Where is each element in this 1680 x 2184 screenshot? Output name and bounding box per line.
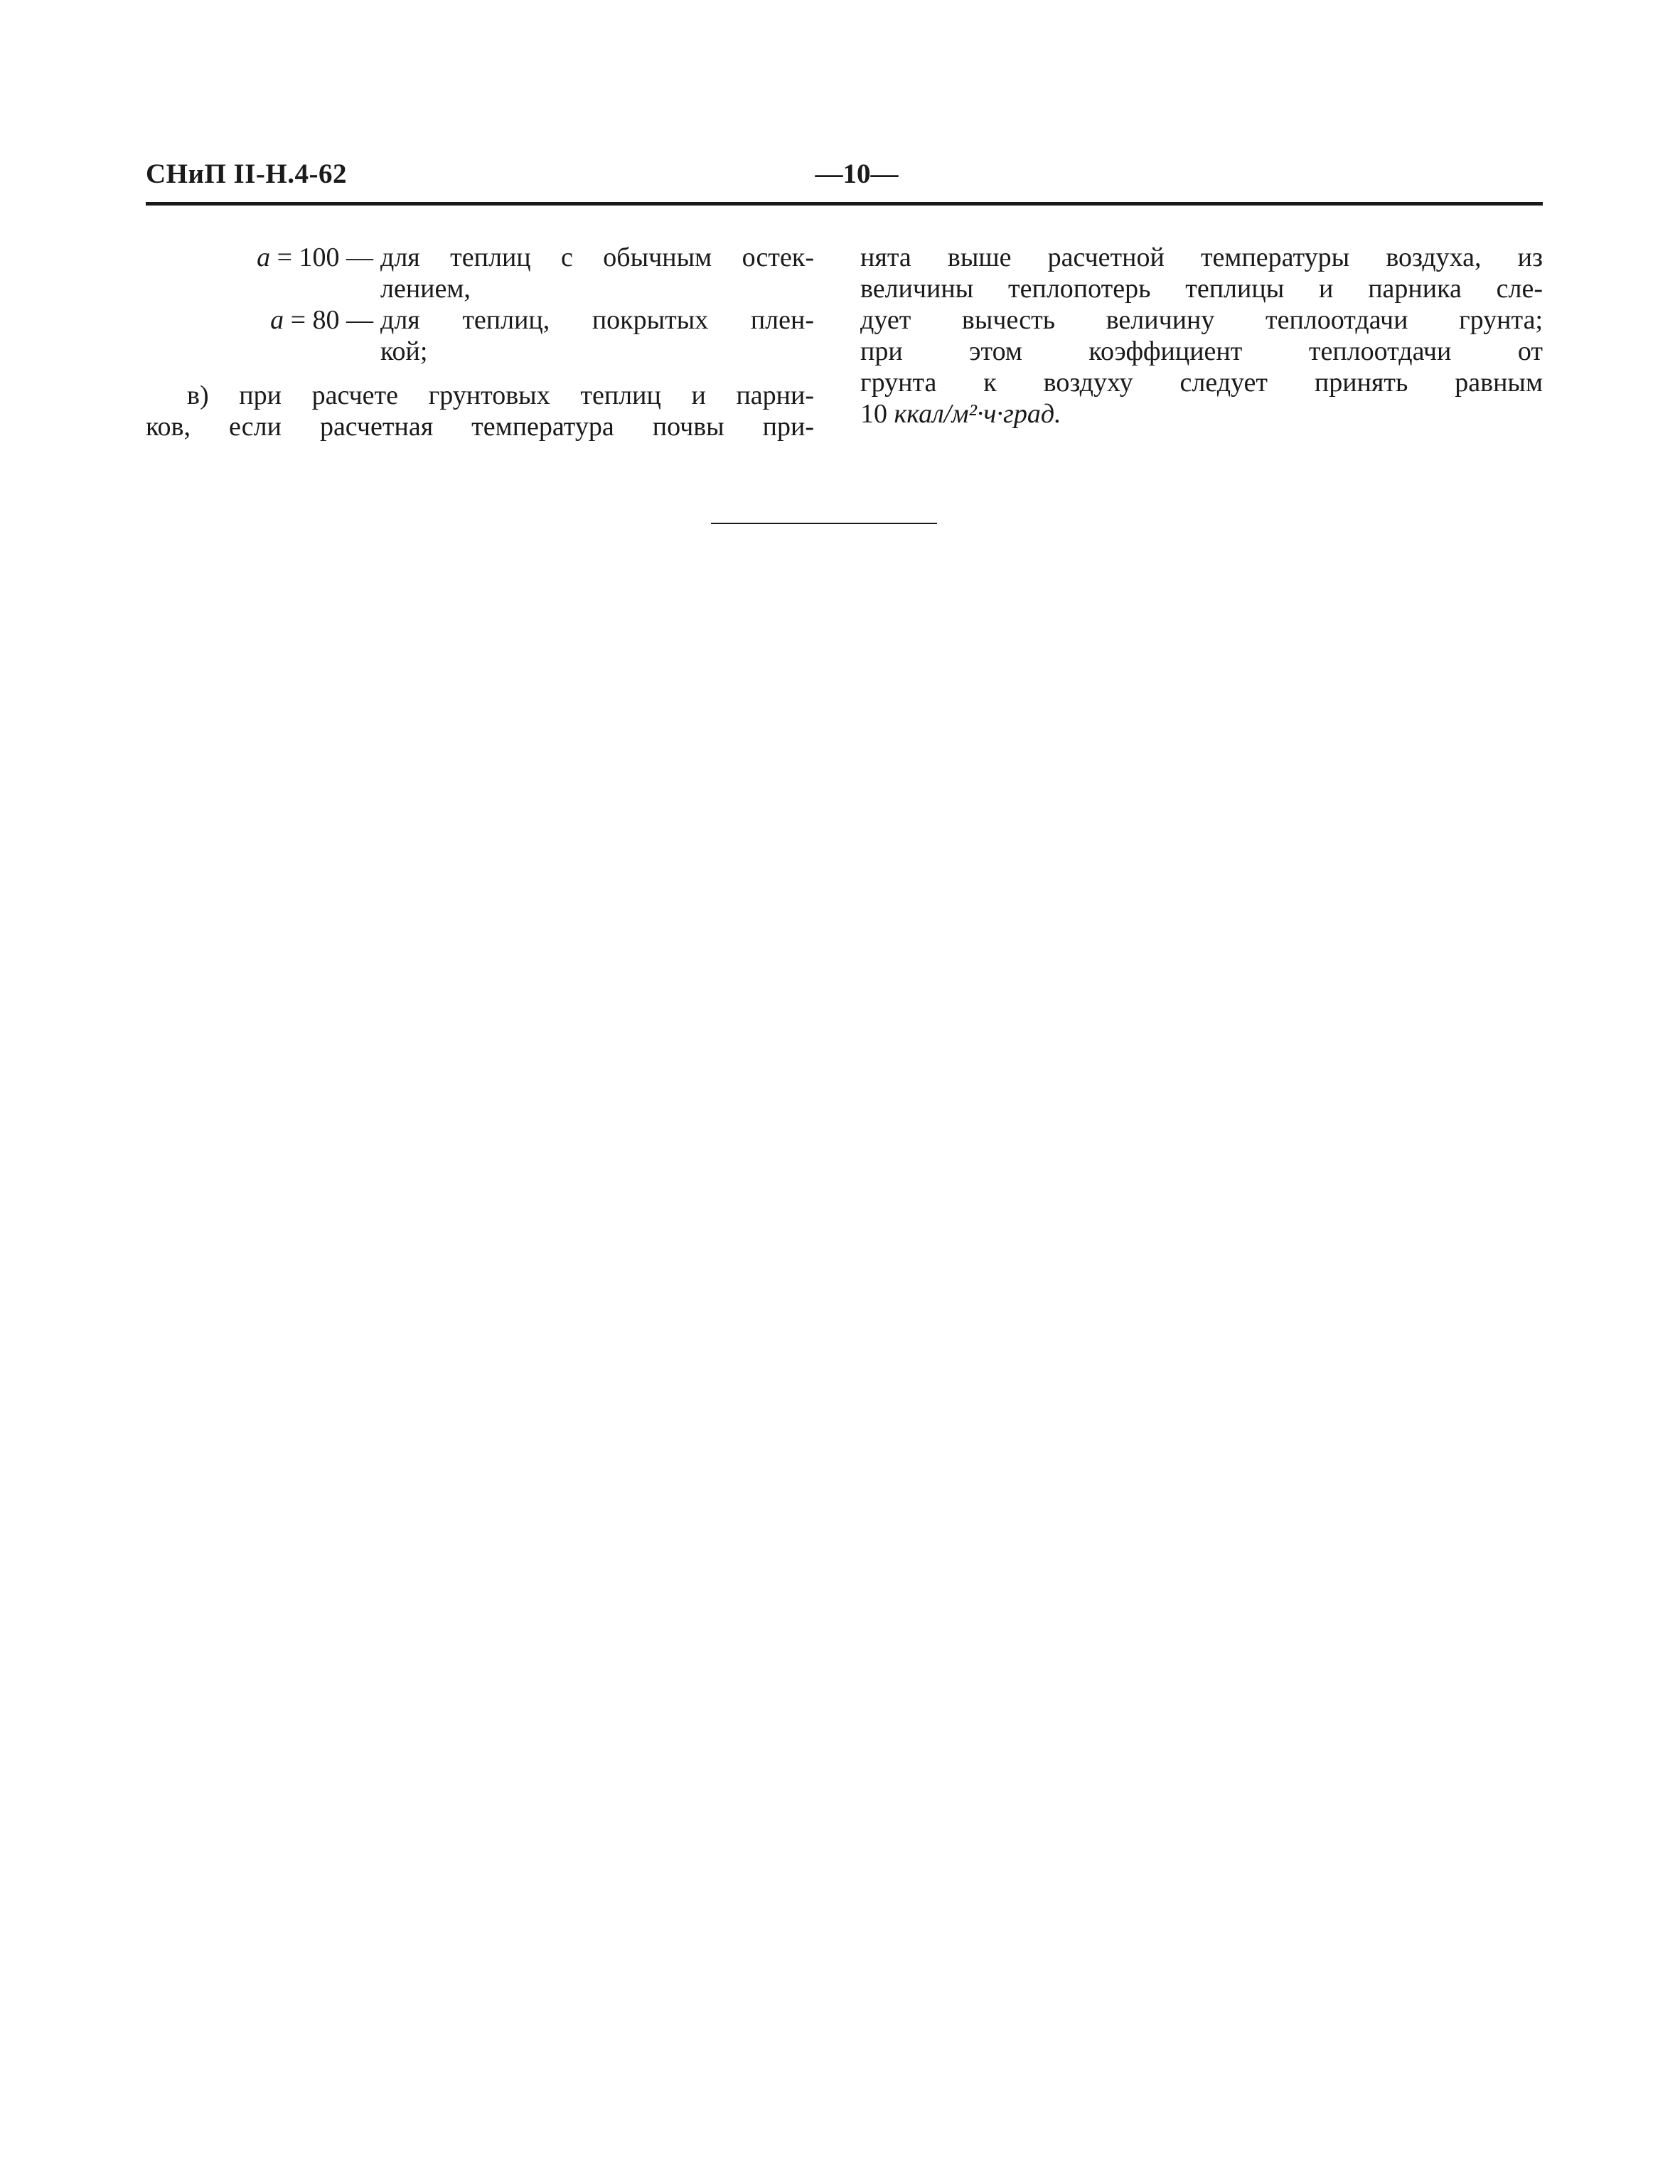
- document-code: СНиП II-Н.4-62: [146, 159, 347, 189]
- formula-a100-lhs: [146, 242, 373, 273]
- formula-a100-value: = 100 —: [270, 243, 373, 272]
- formula-a80-lhs: [146, 304, 373, 336]
- unit-text: ккал/м²·ч·град.: [894, 399, 1061, 429]
- right-column-line: величины теплопотерь теплицы и парника сле-: [860, 274, 1543, 304]
- formula-a100: [146, 242, 814, 273]
- running-header: [146, 158, 1543, 195]
- paragraph-v-line: в) при расчете грунтовых теплиц и парни-: [187, 380, 814, 410]
- formula-a100-continuation: лением,: [380, 274, 471, 304]
- right-column: [860, 242, 1543, 430]
- variable-a: a: [257, 243, 271, 272]
- formula-a100-text: для теплиц с обычным остек-: [380, 243, 814, 272]
- formula-a80-continuation: кой;: [380, 336, 428, 366]
- right-column-line: дует вычесть величину теплоотдачи грунта;: [860, 305, 1543, 335]
- right-column-line: грунта к воздуху следует принять равным: [860, 368, 1543, 398]
- left-column: [146, 242, 814, 442]
- page-number: —10—: [815, 159, 899, 189]
- paragraph-v: [146, 380, 814, 442]
- variable-a: a: [270, 305, 284, 335]
- right-column-line: нята выше расчетной температуры воздуха, из: [860, 243, 1543, 272]
- end-of-text-rule: [711, 523, 937, 524]
- formula-a80: [146, 304, 814, 336]
- right-column-line: [860, 398, 1543, 430]
- formula-a80-text: для теплиц, покрытых плен-: [380, 305, 814, 335]
- paragraph-v-line: ков, если расчетная температура почвы при-: [146, 412, 814, 442]
- unit-number: 10: [860, 399, 894, 429]
- header-rule: [146, 202, 1543, 206]
- formula-a80-value: = 80 —: [284, 305, 373, 335]
- right-column-line: при этом коэффициент теплоотдачи от: [860, 336, 1543, 366]
